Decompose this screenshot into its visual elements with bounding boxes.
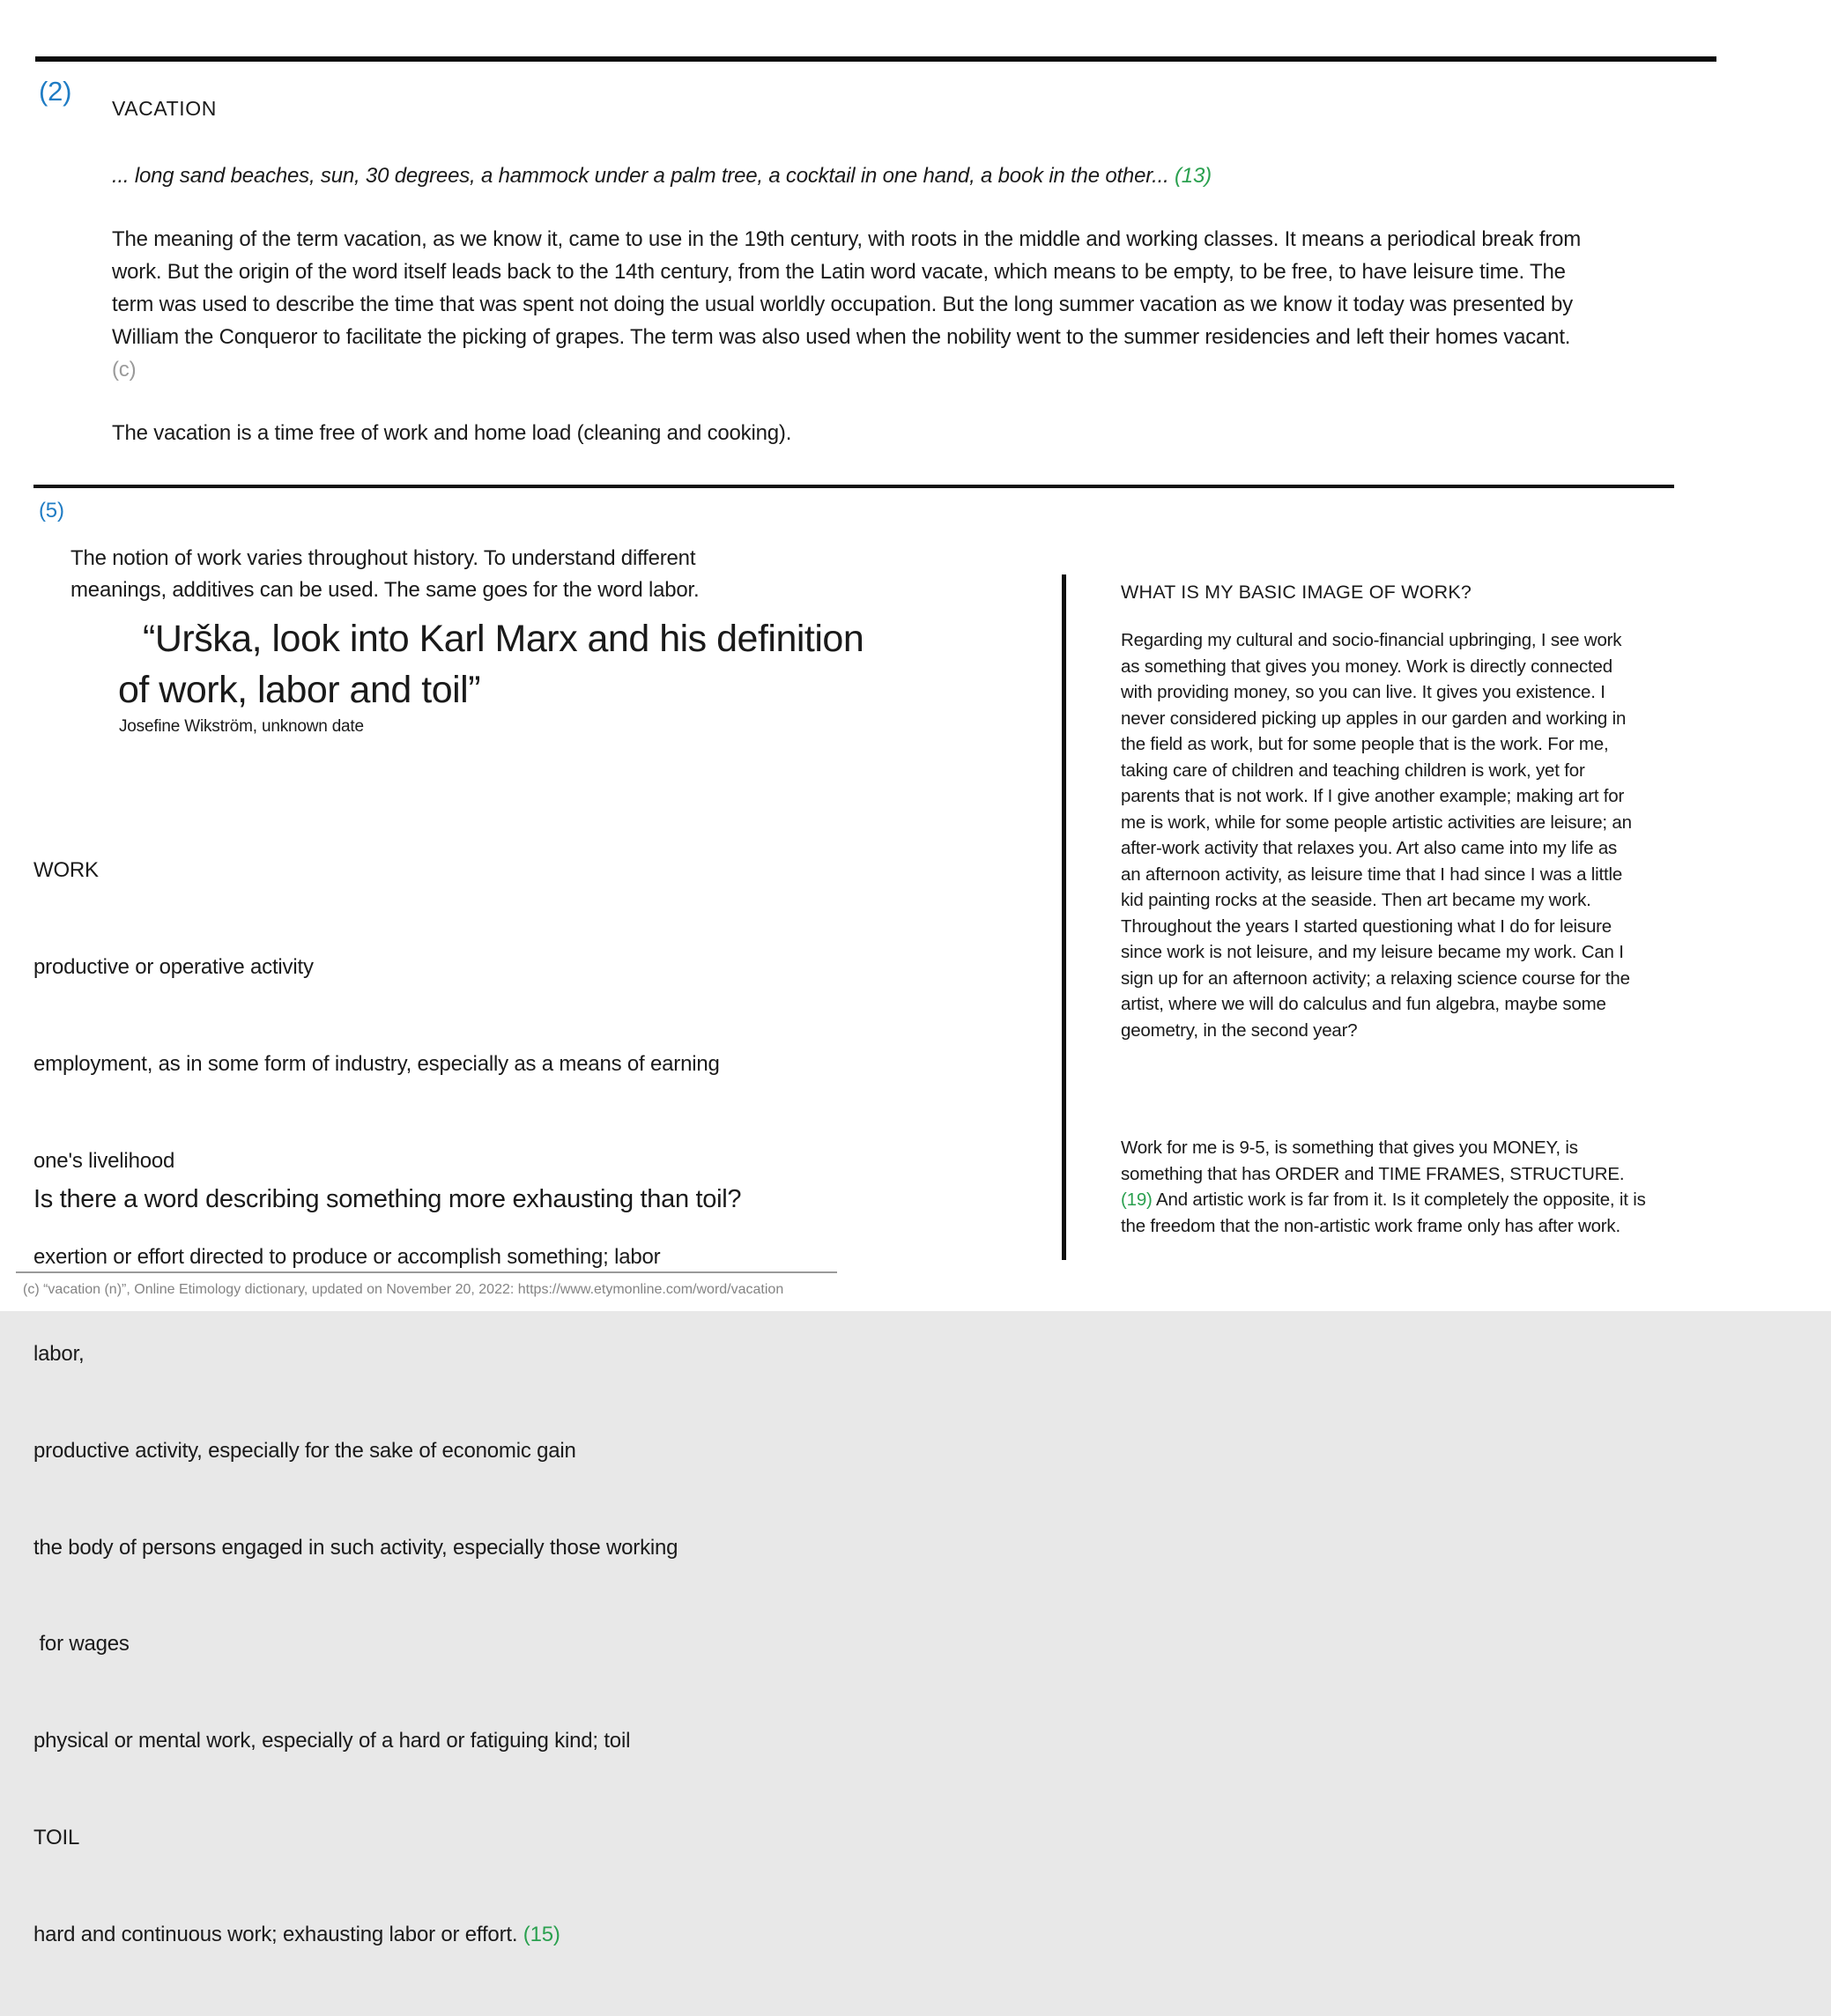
footer-citation: (c) “vacation (n)”, Online Etimology dictionary, updated on November 20, 2022: https://www.etymonline.com/word/vacation [23,1282,784,1297]
toil-definition-line [33,1919,720,1952]
column-divider-rule [1062,574,1066,1260]
footnote-ref-15: (15) [523,1922,560,1946]
toil-question: Is there a word describing something more exhausting than toil? [33,1185,742,1213]
definition-line: the body of persons engaged in such activity, especially those working [33,1535,678,1560]
vacation-note: The vacation is a time free of work and home load (cleaning and cooking). [112,421,792,445]
definition-line: for wages [33,1632,130,1657]
quote-attribution: Josefine Wikström, unknown date [119,717,364,736]
vacation-body-paragraph [112,223,1592,386]
pull-quote-line: “Urška, look into Karl Marx and his definition [143,618,864,660]
footnote-ref-19: (19) [1121,1190,1153,1210]
definition-line: exertion or effort directed to produce or accomplish something; labor [33,1245,661,1270]
toil-definition-text: hard and continuous work; exhausting labor or effort. [33,1922,518,1946]
definition-line: physical or mental work, especially of a hard or fatiguing kind; toil [33,1729,631,1753]
work-intro-line: The notion of work varies throughout history. To understand different [70,546,696,570]
definition-line: labor, [33,1342,85,1367]
vacation-teaser-text: ... long sand beaches, sun, 30 degrees, a hammock under a palm tree, a cocktail in one hand, a book in the other... [112,164,1169,188]
top-divider-rule [35,56,1716,62]
middle-divider-rule [33,485,1674,488]
work-intro-line: meanings, additives can be used. The same goes for the word labor. [70,578,700,602]
definition-line: employment, as in some form of industry, especially as a means of earning [33,1051,720,1076]
footnote-ref-13: (13) [1175,164,1212,188]
reflection-paragraph-2 [1121,1135,1649,1239]
work-intro [70,543,699,606]
definition-line: TOIL [33,1826,80,1849]
reflection-heading: WHAT IS MY BASIC IMAGE OF WORK? [1121,582,1472,603]
footer-divider-rule [16,1271,837,1273]
reflection-p2-text-b: And artistic work is far from it. Is it completely the opposite, it is the freedom that the non-artistic work frame only has after work. [1121,1190,1646,1236]
pull-quote-line: of work, labor and toil” [118,669,481,711]
definition-line: one's livelihood [33,1148,175,1173]
work-definitions-list [33,790,720,2016]
citation-ref-c: (c) [112,358,137,382]
vacation-teaser [112,164,1212,189]
definition-line: WORK [33,858,99,883]
pull-quote [118,613,864,715]
page-reference-tag-top: (2) [39,76,72,107]
definition-line: productive activity, especially for the sake of economic gain [33,1438,576,1463]
vacation-heading: VACATION [112,97,217,120]
reflection-p2-text-a: Work for me is 9-5, is something that gives you MONEY, is something that has ORDER and TIME FRAMES, STRUCTURE. [1121,1138,1625,1184]
definition-line: productive or operative activity [33,954,314,979]
page-reference-tag-mid: (5) [39,499,64,523]
vacation-body-text: The meaning of the term vacation, as we know it, came to use in the 19th century, with roots in the middle and working classes. It means a periodical break from work. But the origin of the word itself leads back to the 14th century, from the Latin word vacate, which means to be empty, to be free, to have leisure time. The term was used to describe the time that was spent not doing the usual worldly occupation. But the long summer vacation as we know it today was presented by William the Conqueror to facilitate the picking of grapes. The term was also used when the nobility went to the summer residencies and left their homes vacant. [112,227,1582,349]
reflection-paragraph-1: Regarding my cultural and socio-financial upbringing, I see work as something that gives you money. Work is directly connected with providing money, so you can live. It gives you existence. I never considered picking up apples in our garden and working in the field as work, but for some people that is the work. For me, taking care of children and teaching children is work, yet for parents that is not work. If I give another example; making art for me is work, while for some people artistic activities are leisure; an after-work activity that relaxes you. Art also came into my life as an afternoon activity, as leisure time that I had since I was a little kid painting rocks at the seaside. Then art became my work. Throughout the years I started questioning what I do for leisure since work is not leisure, and my leisure became my work. Can I sign up for an afternoon activity; a relaxing science course for the artist, where we will do calculus and fun algebra, maybe some geometry, in the second year? [1121,630,1632,1041]
